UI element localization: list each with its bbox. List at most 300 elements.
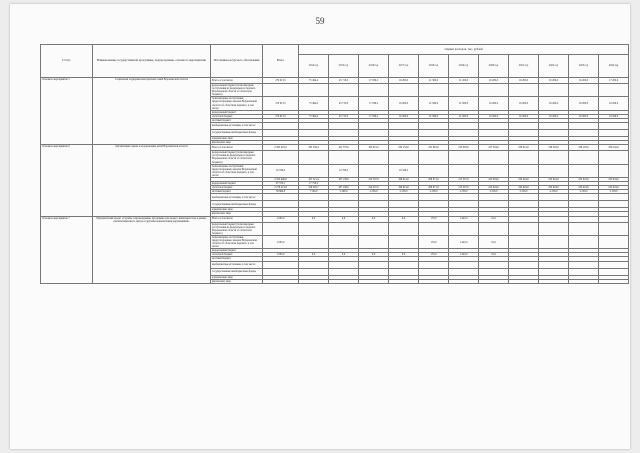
value-cell (299, 84, 329, 97)
section-name: Социальная поддержка многодетных семей Воронежской области (93, 78, 211, 145)
source-cell: федеральный бюджет (211, 249, 263, 253)
source-cell: областной бюджет (211, 114, 263, 118)
source-cell: юридические лица (211, 137, 263, 141)
header-year: 2020 год (479, 55, 509, 78)
value-cell: 236 302,0 (539, 145, 569, 151)
value-cell (509, 84, 539, 97)
value-cell (419, 279, 449, 283)
value-cell (299, 279, 329, 283)
value-cell: 2 258,0 (419, 190, 449, 194)
value-cell (359, 222, 389, 235)
header-year: 2022 год (539, 55, 569, 78)
value-cell: 206 871,0 (419, 177, 449, 181)
value-cell: 0,0 (359, 253, 389, 257)
value-cell: 16 200,0 (389, 114, 419, 118)
value-cell (479, 84, 509, 97)
value-cell: 16 200,0 (479, 97, 509, 110)
value-cell (569, 84, 599, 97)
header-source: Источники ресурсного обеспечения (211, 45, 263, 78)
header-status: Статус (41, 45, 93, 78)
value-cell (569, 268, 599, 275)
value-cell (569, 151, 599, 164)
value-cell: 235 093,0 (449, 145, 479, 151)
value-cell: 232 924,0 (509, 177, 539, 181)
header-year: 2016 год (359, 55, 389, 78)
value-cell: 21 560,0 (419, 114, 449, 118)
value-cell (419, 164, 449, 177)
value-cell (509, 222, 539, 235)
source-cell: внебюджетные источники, в том числе: (211, 261, 263, 268)
value-cell: 206 871,0 (419, 186, 449, 190)
value-cell (449, 84, 479, 97)
value-cell (359, 235, 389, 248)
source-cell: внебюджетные источники, в том числе: (211, 123, 263, 130)
value-cell: 21 200,0 (449, 78, 479, 84)
value-cell: 2 298,0 (329, 190, 359, 194)
value-cell: 2 258,0 (359, 190, 389, 194)
value-cell (359, 84, 389, 97)
value-cell (389, 84, 419, 97)
source-cell: физические лица (211, 141, 263, 145)
value-cell (539, 194, 569, 201)
total-cell (263, 123, 299, 130)
value-cell: 10,0 (479, 216, 509, 222)
value-cell: 170,0 (419, 216, 449, 222)
value-cell (419, 261, 449, 268)
value-cell: 16 200,0 (569, 97, 599, 110)
value-cell: 0,0 (389, 253, 419, 257)
value-cell: 75 494,4 (299, 78, 329, 84)
value-cell (539, 151, 569, 164)
value-cell (329, 235, 359, 248)
total-cell (263, 201, 299, 208)
value-cell: 21 560,0 (419, 97, 449, 110)
header-year: 2021 год (509, 55, 539, 78)
total-cell (263, 222, 299, 235)
value-cell (359, 261, 389, 268)
value-cell (509, 164, 539, 177)
value-cell: 45 713,0 (329, 114, 359, 118)
header-year: 2024 год (599, 55, 629, 78)
value-cell: 16 200,0 (479, 114, 509, 118)
value-cell (569, 164, 599, 177)
value-cell (299, 261, 329, 268)
value-cell: 16 200,0 (599, 97, 629, 110)
value-cell (569, 279, 599, 283)
value-cell (359, 151, 389, 164)
source-cell: федеральный бюджет (211, 182, 263, 186)
value-cell (299, 268, 329, 275)
total-cell: 270 013,5 (263, 114, 299, 118)
value-cell (389, 268, 419, 275)
value-cell (329, 201, 359, 208)
value-cell (539, 235, 569, 248)
value-cell: 1 445,0 (449, 253, 479, 257)
value-cell: 10,0 (479, 235, 509, 248)
value-cell (509, 261, 539, 268)
value-cell (569, 261, 599, 268)
value-cell (419, 222, 449, 235)
value-cell (419, 194, 449, 201)
value-cell (479, 194, 509, 201)
value-cell (329, 151, 359, 164)
value-cell: 17 036,2 (359, 97, 389, 110)
value-cell: 45 713,0 (329, 97, 359, 110)
value-cell: 191 770,0 (329, 145, 359, 151)
value-cell (599, 123, 629, 130)
value-cell (359, 130, 389, 137)
value-cell (539, 268, 569, 275)
value-cell (449, 151, 479, 164)
source-cell: федеральный бюджет (безвозмездные поступления из федерального бюджета Воронежской области об областном бюджете) (211, 222, 263, 235)
value-cell (539, 201, 569, 208)
value-cell: 159 495,7 (299, 186, 329, 190)
value-cell: 16 200,0 (539, 114, 569, 118)
source-cell: местный бюджет (211, 190, 263, 194)
value-cell (389, 130, 419, 137)
value-cell (359, 123, 389, 130)
total-cell: 59 864,8 (263, 190, 299, 194)
value-cell (569, 194, 599, 201)
value-cell (329, 130, 359, 137)
value-cell (449, 123, 479, 130)
value-cell (389, 222, 419, 235)
value-cell: 232 924,0 (539, 177, 569, 181)
value-cell (539, 123, 569, 130)
value-cell: 237 304,0 (479, 145, 509, 151)
source-cell: федеральный бюджет (211, 110, 263, 114)
value-cell (449, 194, 479, 201)
value-cell (389, 151, 419, 164)
value-cell (389, 194, 419, 201)
value-cell: 223 904,0 (479, 177, 509, 181)
section-status: Основное мероприятие 7 (41, 216, 93, 283)
value-cell: 198 914,0 (389, 177, 419, 181)
value-cell (569, 201, 599, 208)
value-cell: 16 200,0 (509, 114, 539, 118)
source-cell: безвозмездные поступления, предусмотренные законом Воронежской области об областном бюджете, в том числе: (211, 97, 263, 110)
total-cell (263, 261, 299, 268)
value-cell (449, 130, 479, 137)
value-cell: 167 321,4 (299, 177, 329, 181)
value-cell (359, 194, 389, 201)
value-cell (599, 84, 629, 97)
value-cell: 75 494,4 (299, 114, 329, 118)
value-cell: 16 200,0 (389, 78, 419, 84)
total-cell (263, 194, 299, 201)
value-cell (359, 268, 389, 275)
section-status: Основное мероприятие 6 (41, 145, 93, 216)
value-cell (299, 151, 329, 164)
value-cell: 45 713,0 (329, 78, 359, 84)
total-cell (263, 130, 299, 137)
total-cell: 270 013,5 (263, 78, 299, 84)
value-cell (509, 194, 539, 201)
total-cell: 67 576,1 (263, 182, 299, 186)
value-cell (539, 261, 569, 268)
value-cell (479, 123, 509, 130)
document-page (10, 4, 630, 449)
total-cell: 1 605,0 (263, 216, 299, 222)
value-cell (509, 279, 539, 283)
value-cell: 16 200,0 (569, 114, 599, 118)
value-cell: 0,0 (359, 216, 389, 222)
value-cell (599, 164, 629, 177)
value-cell: 17 036,2 (359, 78, 389, 84)
value-cell (389, 201, 419, 208)
value-cell (419, 123, 449, 130)
value-cell: 170,0 (419, 235, 449, 248)
value-cell: 2 258,0 (539, 190, 569, 194)
value-cell (329, 222, 359, 235)
value-cell: 187 138,0 (329, 177, 359, 181)
value-cell: 0,0 (299, 253, 329, 257)
value-cell (599, 279, 629, 283)
source-cell: юридические лица (211, 275, 263, 279)
value-cell: 236 102,0 (599, 145, 629, 151)
value-cell (329, 268, 359, 275)
value-cell: 198 914,0 (389, 186, 419, 190)
value-cell (329, 84, 359, 97)
header-year: 2019 год (449, 55, 479, 78)
value-cell: 16 200,0 (509, 97, 539, 110)
value-cell: 16 200,0 (509, 78, 539, 84)
value-cell (479, 164, 509, 177)
value-cell: 232 924,0 (569, 177, 599, 181)
total-cell: 1 605,0 (263, 235, 299, 248)
section-name: Организация отдыха и оздоровления детей Воронежской области (93, 145, 211, 216)
value-cell: 21 560,0 (419, 78, 449, 84)
total-cell: 2 325 946,6 (263, 177, 299, 181)
section-name: Приоритетный проект «Службы сопровождения» программы для людей с инвалидностью в рамках реабилитационного центра и другими психическими нарушениями» (93, 216, 211, 283)
value-cell: 2 258,0 (569, 190, 599, 194)
value-cell: 21 200,0 (449, 97, 479, 110)
source-cell: местный бюджет (211, 257, 263, 261)
value-cell (509, 235, 539, 248)
value-cell: 17 758,2 (299, 182, 329, 186)
value-cell (389, 123, 419, 130)
value-cell: 2 258,0 (479, 190, 509, 194)
value-cell (329, 123, 359, 130)
value-cell: 16 200,0 (479, 78, 509, 84)
page-number: 59 (315, 16, 325, 26)
value-cell (509, 268, 539, 275)
value-cell (449, 268, 479, 275)
value-cell (509, 201, 539, 208)
value-cell: 170,0 (419, 253, 449, 257)
value-cell (299, 201, 329, 208)
value-cell: 0,0 (329, 253, 359, 257)
value-cell (299, 130, 329, 137)
value-cell: 17 200,0 (599, 78, 629, 84)
value-cell (539, 164, 569, 177)
source-cell: физические лица (211, 279, 263, 283)
value-cell (479, 151, 509, 164)
source-cell: государственные внебюджетные фонды (211, 130, 263, 137)
value-cell (449, 261, 479, 268)
value-cell (599, 151, 629, 164)
value-cell (419, 84, 449, 97)
value-cell (479, 130, 509, 137)
value-cell: 215 307,0 (449, 186, 479, 190)
value-cell (569, 123, 599, 130)
value-cell (539, 84, 569, 97)
total-cell (263, 268, 299, 275)
source-cell: государственные внебюджетные фонды (211, 268, 263, 275)
value-cell: 232 924,0 (539, 186, 569, 190)
header-estimate: Оценка расходов, тыс. рублей (299, 45, 629, 55)
value-cell: 0,0 (299, 216, 329, 222)
value-cell (539, 222, 569, 235)
value-cell (299, 222, 329, 235)
value-cell: 236 102,0 (569, 145, 599, 151)
value-cell (359, 279, 389, 283)
value-cell (479, 222, 509, 235)
value-cell (569, 222, 599, 235)
value-cell (539, 130, 569, 137)
value-cell (479, 261, 509, 268)
value-cell: 12 783,0 (329, 164, 359, 177)
value-cell: 16 200,0 (599, 114, 629, 118)
value-cell: 232 924,0 (509, 186, 539, 190)
value-cell: 75 494,4 (299, 97, 329, 110)
section-status: Основное мероприятие 5 (41, 78, 93, 145)
value-cell: 16 200,0 (539, 78, 569, 84)
value-cell: 183 821,2 (359, 145, 389, 151)
total-cell (263, 151, 299, 164)
value-cell: 7 504,0 (299, 190, 329, 194)
total-cell: 32 199,0 (263, 164, 299, 177)
value-cell (359, 164, 389, 177)
value-cell (599, 130, 629, 137)
value-cell (599, 194, 629, 201)
source-cell: федеральный бюджет (безвозмездные поступления из федерального бюджета Воронежской области об областном бюджете) (211, 151, 263, 164)
source-cell: физические лица (211, 212, 263, 216)
source-cell: местный бюджет (211, 118, 263, 122)
value-cell: 154 307,0 (359, 177, 389, 181)
value-cell (599, 235, 629, 248)
value-cell: 232 924,0 (599, 186, 629, 190)
value-cell: 187 138,0 (329, 186, 359, 190)
total-cell: 1 605,0 (263, 253, 299, 257)
value-cell: 19 416,2 (389, 164, 419, 177)
value-cell: 154 307,0 (359, 186, 389, 190)
value-cell: 185 536,4 (299, 145, 329, 151)
value-cell (389, 279, 419, 283)
value-cell (389, 261, 419, 268)
value-cell: 17 036,2 (359, 114, 389, 118)
value-cell (329, 279, 359, 283)
value-cell (479, 268, 509, 275)
value-cell (389, 235, 419, 248)
value-cell: 232 152,0 (389, 145, 419, 151)
source-cell: Всего, в том числе: (211, 145, 263, 151)
source-cell: федеральный бюджет (безвозмездные поступления из федерального бюджета Воронежской области об областном бюджете) (211, 84, 263, 97)
total-cell (263, 279, 299, 283)
value-cell (419, 151, 449, 164)
header-program-name: Наименование государственной программы, подпрограммы, основного мероприятия (93, 45, 211, 78)
header-year: 2023 год (569, 55, 599, 78)
value-cell (329, 194, 359, 201)
value-cell: 2 258,0 (389, 190, 419, 194)
value-cell (569, 235, 599, 248)
value-cell (299, 164, 329, 177)
value-cell: 231 891,0 (419, 145, 449, 151)
value-cell: 236 912,0 (509, 145, 539, 151)
total-cell: 270 013,5 (263, 97, 299, 110)
header-year: 2017 год (389, 55, 419, 78)
value-cell (449, 164, 479, 177)
value-cell (539, 279, 569, 283)
header-year: 2015 год (329, 55, 359, 78)
total-cell: 2 278 213,8 (263, 186, 299, 190)
source-cell: безвозмездные поступления, предусмотренные законом Воронежской области об областном бюджете, в том числе: (211, 235, 263, 248)
source-cell: областной бюджет (211, 253, 263, 257)
header-year: 2018 год (419, 55, 449, 78)
value-cell: 232 924,0 (599, 177, 629, 181)
value-cell (419, 268, 449, 275)
value-cell (509, 151, 539, 164)
value-cell: 16 200,0 (539, 97, 569, 110)
total-cell: 2 393 023,2 (263, 145, 299, 151)
source-cell: внебюджетные источники, в том числе: (211, 194, 263, 201)
value-cell (449, 201, 479, 208)
value-cell: 1 445,0 (449, 235, 479, 248)
value-cell: 16 200,0 (389, 97, 419, 110)
budget-table (40, 44, 629, 284)
source-cell: безвозмездные поступления, предусмотренные законом Воронежской области об областном бюджете, в том числе: (211, 164, 263, 177)
value-cell: 10,0 (479, 253, 509, 257)
source-cell: юридические лица (211, 208, 263, 212)
value-cell: 232 924,0 (569, 186, 599, 190)
source-cell: Всего, в том числе: (211, 78, 263, 84)
value-cell: 215 307,0 (449, 177, 479, 181)
value-cell (299, 194, 329, 201)
value-cell (449, 279, 479, 283)
value-cell (299, 123, 329, 130)
value-cell: 2 258,0 (599, 190, 629, 194)
value-cell (599, 261, 629, 268)
value-cell (329, 261, 359, 268)
value-cell: 2 258,0 (509, 190, 539, 194)
value-cell (299, 235, 329, 248)
value-cell: 0,0 (389, 216, 419, 222)
value-cell (419, 130, 449, 137)
value-cell (509, 123, 539, 130)
value-cell (599, 222, 629, 235)
source-cell: областной бюджет (211, 186, 263, 190)
value-cell (419, 201, 449, 208)
value-cell: 16 200,0 (569, 78, 599, 84)
header-year: 2014 год (299, 55, 329, 78)
value-cell (599, 268, 629, 275)
value-cell (479, 279, 509, 283)
source-cell: Всего, в том числе: (211, 216, 263, 222)
value-cell (509, 130, 539, 137)
value-cell: 21 200,0 (449, 114, 479, 118)
value-cell (359, 201, 389, 208)
value-cell: 2 258,0 (449, 190, 479, 194)
value-cell: 0,0 (329, 216, 359, 222)
value-cell: 223 904,0 (479, 186, 509, 190)
value-cell: 1 445,0 (449, 216, 479, 222)
value-cell (479, 201, 509, 208)
source-cell: государственные внебюджетные фонды (211, 201, 263, 208)
value-cell (569, 130, 599, 137)
value-cell (599, 201, 629, 208)
total-cell (263, 84, 299, 97)
header-total: Всего (263, 45, 299, 78)
